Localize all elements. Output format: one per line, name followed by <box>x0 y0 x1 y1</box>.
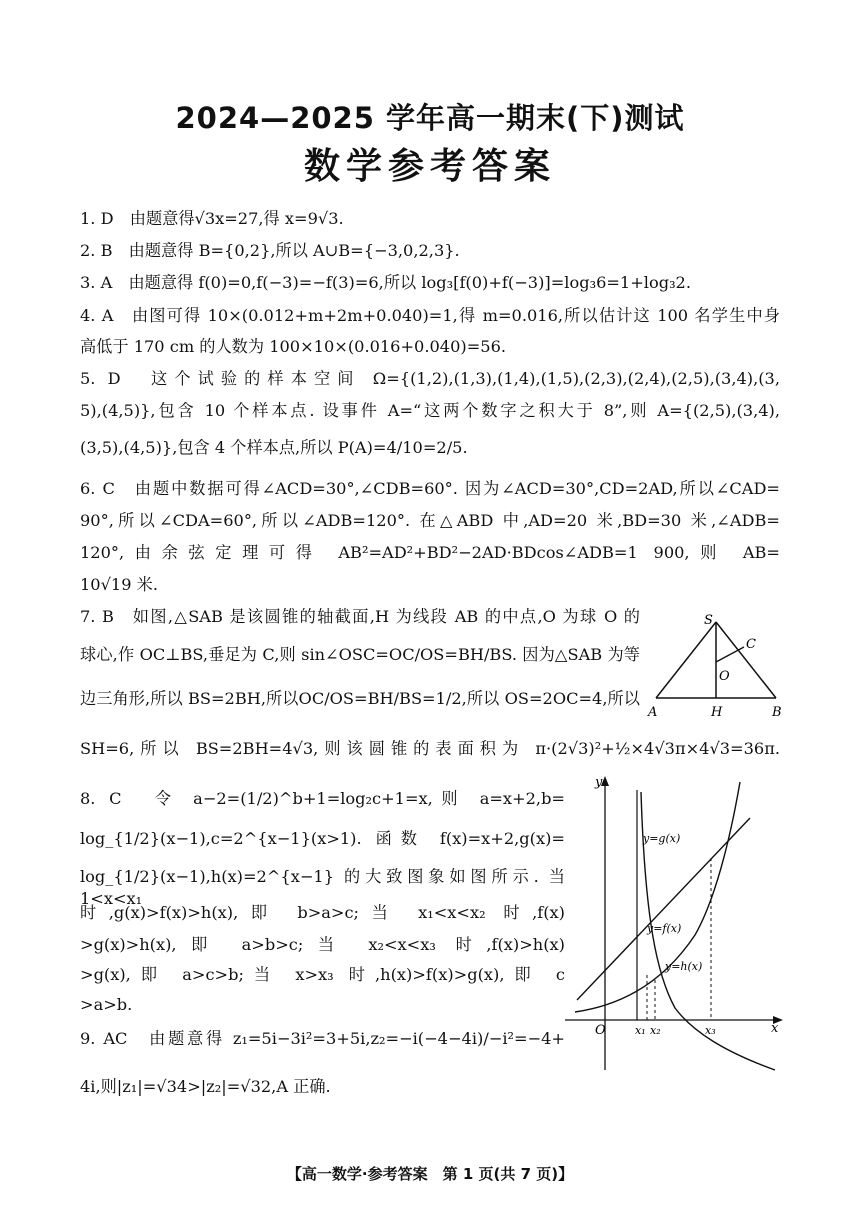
answer-8-line-6: >g(x),即 a>c>b;当 x>x₃ 时,h(x)>f(x)>g(x),即 c <box>80 965 565 984</box>
answer-9-line-1: 9. AC 由题意得 z₁=5i−3i²=3+5i,z₂=−i(−4−4i)/−i²=−4+ <box>80 1029 565 1048</box>
answer-1: 1. D 由题意得√3x=27,得 x=9√3. <box>80 209 344 228</box>
answer-5-line-3: (3,5),(4,5)},包含 4 个样本点,所以 P(A)=4/10=2/5. <box>80 438 468 457</box>
answer-8-line-1: 8. C 令 a−2=(1/2)^b+1=log₂c+1=x,则 a=x+2,b= <box>80 789 565 808</box>
answer-8-line-7: >a>b. <box>80 995 133 1014</box>
answer-8-line-2: log_{1/2}(x−1),c=2^{x−1}(x>1). 函数 f(x)=x+2,g(x)= <box>80 829 565 848</box>
segment-oc <box>716 647 744 662</box>
page-footer: 【高一数学·参考答案 第 1 页(共 7 页)】 <box>286 1165 574 1183</box>
label-b: B <box>772 705 782 720</box>
label-x1: x₁ <box>635 1024 646 1037</box>
answer-6-line-1: 6. C 由题中数据可得∠ACD=30°,∠CDB=60°. 因为∠ACD=30°,CD=2AD,所以∠CAD= <box>80 479 780 498</box>
answer-7-line-2: 球心,作 OC⊥BS,垂足为 C,则 sin∠OSC=OC/OS=BH/BS. 因为△SAB 为等 <box>80 645 640 664</box>
page-subtitle: 数学参考答案 <box>303 146 556 187</box>
side-sb <box>716 622 776 698</box>
label-h: H <box>711 705 723 720</box>
answer-4-line-2: 高低于 170 cm 的人数为 100×10×(0.016+0.040)=56. <box>80 337 507 356</box>
answer-4-line-1: 4. A 由图可得 10×(0.012+m+2m+0.040)=1,得 m=0.016,所以估计这 100 名学生中身 <box>80 306 780 325</box>
label-y: y <box>595 775 603 790</box>
side-sa <box>656 622 716 698</box>
function-graph-figure <box>565 770 785 1075</box>
label-x2: x₂ <box>650 1024 661 1037</box>
label-h: y=h(x) <box>665 960 703 973</box>
answer-5-line-2: 5),(4,5)},包含 10 个样本点. 设事件 A=“这两个数字之积大于 8”,则 A={(2,5),(3,4), <box>80 401 780 420</box>
answer-8-line-4: 时,g(x)>f(x)>h(x),即 b>a>c;当 x₁<x<x₂ 时,f(x) <box>80 903 565 922</box>
answer-9-line-2: 4i,则|z₁|=√34>|z₂|=√32,A 正确. <box>80 1077 331 1096</box>
line-f <box>577 818 750 1000</box>
answer-6-line-3: 120°,由余弦定理可得 AB²=AD²+BD²−2AD·BDcos∠ADB=1 900,则 AB= <box>80 543 780 562</box>
answer-8-line-3: log_{1/2}(x−1),h(x)=2^{x−1} 的大致图象如图所示. 当 1<x<x₁ <box>80 867 565 908</box>
label-c: C <box>746 637 756 652</box>
curve-h <box>575 782 740 1012</box>
answer-5-line-1: 5. D 这个试验的样本空间 Ω={(1,2),(1,3),(1,4),(1,5),(2,3),(2,4),(2,5),(3,4),(3, <box>80 369 780 388</box>
answer-6-line-2: 90°,所以∠CDA=60°,所以∠ADB=120°. 在△ABD 中,AD=20 米,BD=30 米,∠ADB= <box>80 511 780 530</box>
answer-3: 3. A 由题意得 f(0)=0,f(−3)=−f(3)=6,所以 log₃[f(0)+f(−3)]=log₃6=1+log₃2. <box>80 273 692 292</box>
answer-2: 2. B 由题意得 B={0,2},所以 A∪B={−3,0,2,3}. <box>80 241 460 260</box>
answer-7-line-4: SH=6,所以 BS=2BH=4√3,则该圆锥的表面积为 π·(2√3)²+½×4√3π×4√3=36π. <box>80 739 780 758</box>
answer-7-line-3: 边三角形,所以 BS=2BH,所以OC/OS=BH/BS=1/2,所以 OS=2OC=4,所以 <box>80 689 640 708</box>
answer-8-line-5: >g(x)>h(x),即 a>b>c;当 x₂<x<x₃ 时,f(x)>h(x) <box>80 935 565 954</box>
label-x: x <box>771 1021 779 1036</box>
answer-7-line-1: 7. B 如图,△SAB 是该圆锥的轴截面,H 为线段 AB 的中点,O 为球 O 的 <box>80 607 640 626</box>
answer-6-line-4: 10√19 米. <box>80 575 158 594</box>
label-f: y=f(x) <box>647 922 682 935</box>
label-g: y=g(x) <box>643 832 681 845</box>
cone-section-figure <box>640 610 790 725</box>
label-x3: x₃ <box>705 1024 716 1037</box>
label-origin: O <box>595 1023 606 1038</box>
label-s: S <box>704 613 713 628</box>
page-title: 2024—2025 学年高一期末(下)测试 <box>175 101 685 135</box>
label-o: O <box>719 669 730 684</box>
label-a: A <box>648 705 658 720</box>
